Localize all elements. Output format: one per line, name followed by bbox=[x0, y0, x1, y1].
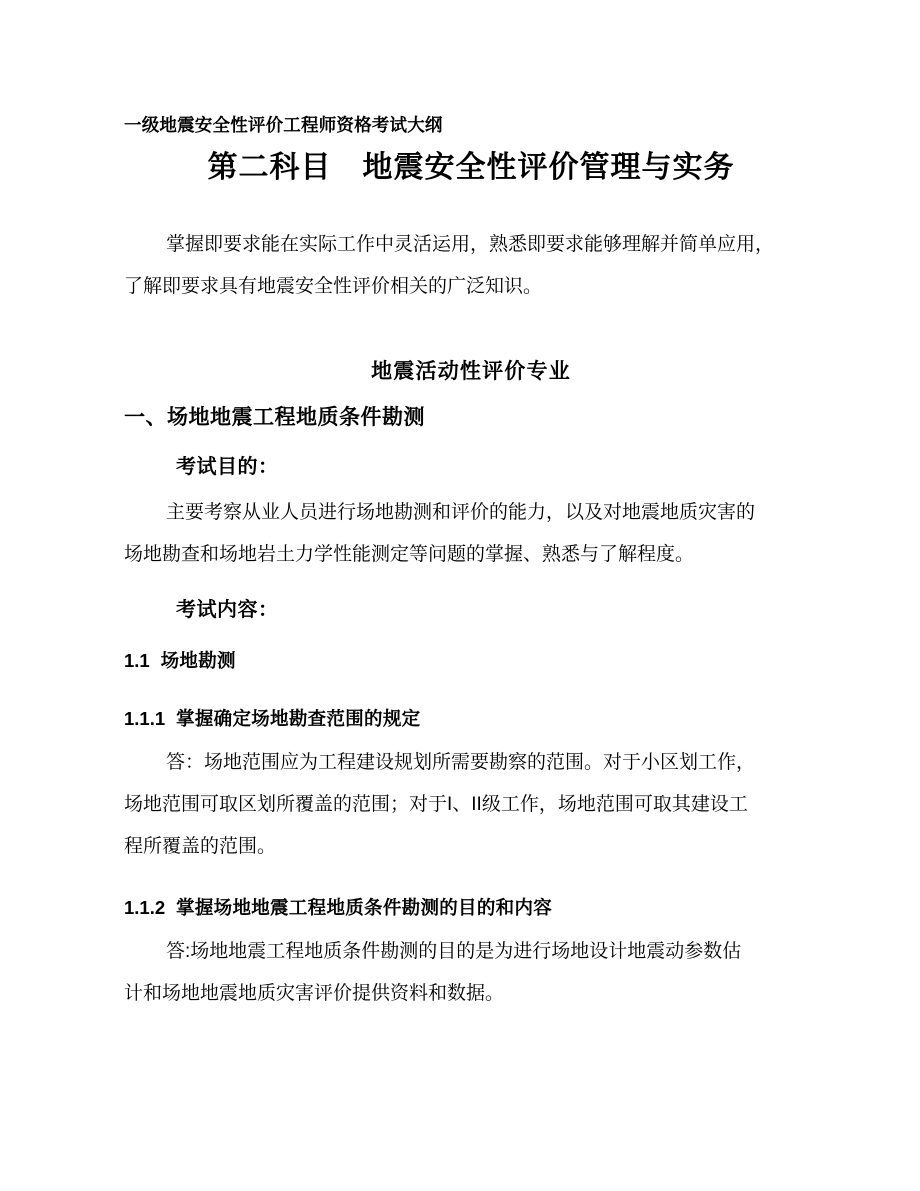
page-title: 第二科目 地震安全性评价管理与实务 bbox=[207, 151, 735, 184]
section-title-1-1-1: 掌握确定场地勘查范围的规定 bbox=[176, 708, 421, 729]
answer-paragraph-1-1-1 bbox=[124, 742, 818, 868]
section-title-1-1: 场地勘测 bbox=[160, 650, 236, 671]
answer-1-1-2-line-2: 计和场地地震地质灾害评价提供资料和数据。 bbox=[124, 983, 505, 1004]
answer-1-1-1-line-3: 程所覆盖的范围。 bbox=[124, 836, 277, 857]
section-title-1-1-2: 掌握场地地震工程地质条件勘测的目的和内容 bbox=[176, 897, 553, 918]
major-heading: 地震活动性评价专业 bbox=[371, 360, 571, 383]
exam-purpose-paragraph bbox=[124, 492, 818, 576]
intro-line-1: 掌握即要求能在实际工作中灵活运用，熟悉即要求能够理解并简单应用， bbox=[166, 234, 775, 255]
section-heading-1-1-1 bbox=[124, 705, 818, 733]
answer-1-1-1-line-2: 场地范围可取区划所覆盖的范围；对于I、II级工作，场地范围可取其建设工 bbox=[124, 794, 748, 815]
section-heading-1-1-2 bbox=[124, 894, 818, 922]
intro-paragraph bbox=[124, 224, 818, 308]
section-number-1-1: 1.1 bbox=[124, 650, 150, 671]
document-running-header: 一级地震安全性评价工程师资格考试大纲 bbox=[124, 115, 443, 135]
chapter-heading: 一、场地地震工程地质条件勘测 bbox=[124, 406, 425, 429]
section-heading-1-1 bbox=[124, 647, 818, 675]
answer-paragraph-1-1-2 bbox=[124, 931, 818, 1015]
document-content bbox=[124, 0, 818, 1015]
intro-line-2: 了解即要求具有地震安全性评价相关的广泛知识。 bbox=[124, 276, 543, 297]
section-number-1-1-2: 1.1.2 bbox=[124, 897, 166, 918]
exam-purpose-line-2: 场地勘查和场地岩土力学性能测定等问题的掌握、熟悉与了解程度。 bbox=[124, 544, 695, 565]
exam-content-label: 考试内容： bbox=[176, 599, 279, 621]
answer-1-1-2-line-1: 答:场地地震工程地质条件勘测的目的是为进行场地设计地震动参数估 bbox=[166, 941, 742, 962]
exam-purpose-label: 考试目的： bbox=[176, 456, 279, 478]
section-number-1-1-1: 1.1.1 bbox=[124, 708, 166, 729]
exam-purpose-line-1: 主要考察从业人员进行场地勘测和评价的能力，以及对地震地质灾害的 bbox=[166, 502, 756, 523]
answer-1-1-1-line-1: 答：场地范围应为工程建设规划所需要勘察的范围。对于小区划工作， bbox=[166, 752, 756, 773]
